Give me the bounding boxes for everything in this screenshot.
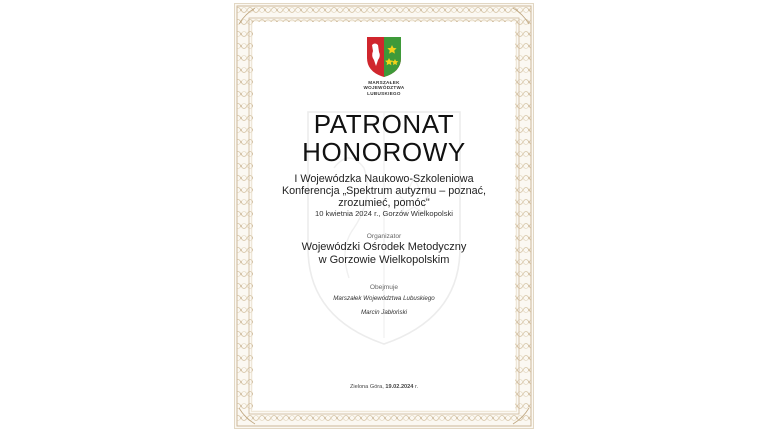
certificate-page: [235, 4, 533, 428]
issue-date-suffix: r.: [414, 384, 419, 390]
conference-name: [253, 173, 515, 209]
organizer-line-2: w Gorzowie Wielkopolskim: [318, 254, 450, 266]
logo-line-3: LUBUSKIEGO: [367, 90, 401, 96]
logo-caption: [253, 80, 515, 96]
certificate-content: [253, 22, 515, 410]
conference-line-1: I Wojewódzka Naukowo-Szkoleniowa: [294, 173, 474, 185]
logo-line-2: WOJEWÓDZTWA: [363, 85, 405, 91]
lubusz-coat-of-arms-icon: [366, 36, 402, 78]
issue-place: Zielona Góra,: [349, 384, 384, 390]
conference-date-place: 10 kwietnia 2024 r., Gorzów Wielkopolski: [314, 209, 453, 218]
page-title: [253, 110, 515, 166]
issue-place-date: [253, 384, 515, 390]
organizer-label: Organizator: [366, 233, 402, 240]
conference-line-2: Konferencja „Spektrum autyzmu – poznać,: [281, 185, 487, 197]
patron-label: Obejmuje: [369, 284, 399, 291]
logo-line-1: MARSZAŁEK: [368, 80, 400, 85]
organizer-line-1: Wojewódzki Ośrodek Metodyczny: [301, 241, 467, 253]
issue-date: 19.02.2024: [385, 384, 414, 390]
title-line-1: PATRONAT: [313, 109, 455, 139]
patron-name: Marcin Jabłoński: [360, 309, 408, 316]
conference-line-3: zrozumieć, pomóc": [338, 197, 430, 209]
title-line-2: HONOROWY: [302, 137, 466, 167]
patron-title: Marszałek Województwa Lubuskiego: [333, 295, 435, 302]
organizer-name: [253, 241, 515, 267]
